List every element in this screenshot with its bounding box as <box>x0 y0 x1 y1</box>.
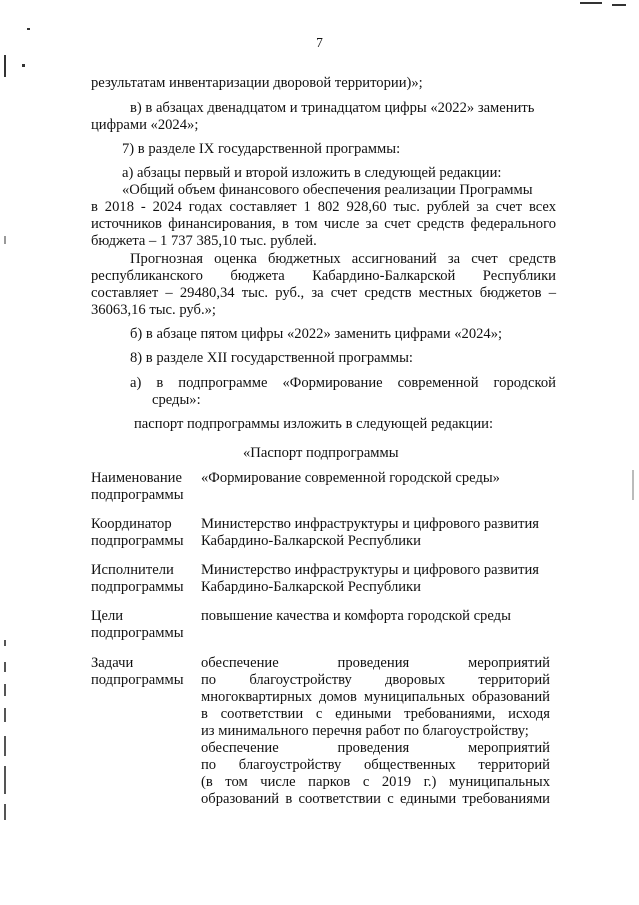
text-line: 36063,16 тыс. руб.»; <box>91 302 216 318</box>
text-line: среды»: <box>152 392 201 408</box>
passport-value: обеспечение проведения мероприятий <box>201 655 550 671</box>
passport-label: подпрограммы <box>91 533 184 549</box>
passport-value: многоквартирных домов муниципальных образований <box>201 689 550 705</box>
passport-value: Кабардино-Балкарской Республики <box>201 533 421 549</box>
scan-tick-left-e <box>4 708 6 722</box>
passport-label: Исполнители <box>91 562 174 578</box>
scan-mark-left-3 <box>22 64 25 67</box>
passport-value: в соответствии с едиными требованиями, исходя <box>201 706 550 722</box>
scan-tick-left-d <box>4 684 6 696</box>
passport-label: подпрограммы <box>91 625 184 641</box>
text-line: а) абзацы первый и второй изложить в следующей редакции: <box>122 165 502 181</box>
passport-value: Кабардино-Балкарской Республики <box>201 579 421 595</box>
text-line: 8) в разделе XII государственной программы: <box>130 350 413 366</box>
passport-label: Координатор <box>91 516 172 532</box>
text-line: в) в абзацах двенадцатом и тринадцатом цифры «2022» заменить <box>130 100 535 116</box>
text-line: республиканского бюджета Кабардино-Балкарской Республики <box>91 268 556 284</box>
scan-mark-top-right <box>580 2 602 4</box>
passport-title: «Паспорт подпрограммы <box>243 445 399 461</box>
text-line: а) в подпрограмме «Формирование современной городской <box>130 375 556 391</box>
text-line: б) в абзаце пятом цифры «2022» заменить цифрами «2024»; <box>130 326 503 342</box>
scan-mark-left-1 <box>27 28 30 30</box>
passport-value: образований в соответствии с едиными требованиями <box>201 791 550 807</box>
scan-tick-left-b <box>4 640 6 646</box>
scan-tick-left-c <box>4 662 6 672</box>
text-line: составляет – 29480,34 тыс. руб., за счет средств местных бюджетов – <box>91 285 556 301</box>
passport-value: повышение качества и комфорта городской среды <box>201 608 511 624</box>
text-line: цифрами «2024»; <box>91 117 199 133</box>
passport-value: по благоустройству дворовых территорий <box>201 672 550 688</box>
text-line: в 2018 - 2024 годах составляет 1 802 928,60 тыс. рублей за счет всех <box>91 199 556 215</box>
passport-value: обеспечение проведения мероприятий <box>201 740 550 756</box>
text-line: паспорт подпрограммы изложить в следующей редакции: <box>134 416 494 432</box>
scan-tick-left-g <box>4 766 6 794</box>
page-number: 7 <box>316 35 323 50</box>
text-line: результатам инвентаризации дворовой территории)»; <box>91 75 423 91</box>
scan-tick-left-a <box>4 236 6 244</box>
passport-value: по благоустройству общественных территорий <box>201 757 550 773</box>
scan-tick-left-f <box>4 736 6 756</box>
passport-value: «Формирование современной городской среды» <box>201 470 500 486</box>
scan-tick-left-h <box>4 804 6 820</box>
passport-label: подпрограммы <box>91 672 184 688</box>
text-line: 7) в разделе IX государственной программы: <box>122 141 401 157</box>
passport-value: Министерство инфраструктуры и цифрового развития <box>201 562 539 578</box>
text-line: Прогнозная оценка бюджетных ассигнований за счет средств <box>130 251 556 267</box>
text-line: «Общий объем финансового обеспечения реализации Программы <box>122 182 533 198</box>
passport-label: Задачи <box>91 655 134 671</box>
passport-label: подпрограммы <box>91 487 184 503</box>
passport-label: Наименование <box>91 470 182 486</box>
passport-label: подпрограммы <box>91 579 184 595</box>
text-line: источников финансирования, в том числе за счет средств федерального <box>91 216 556 232</box>
scan-mark-top-right-2 <box>612 4 626 6</box>
scan-mark-left-2 <box>4 55 6 77</box>
passport-label: Цели <box>91 608 124 624</box>
passport-value: (в том числе парков с 2019 г.) муниципальных <box>201 774 550 790</box>
scan-tick-right <box>632 470 634 500</box>
text-line: бюджета – 1 737 385,10 тыс. рублей. <box>91 233 317 249</box>
passport-value: из минимального перечня работ по благоустройству; <box>201 723 529 739</box>
passport-value: Министерство инфраструктуры и цифрового развития <box>201 516 539 532</box>
